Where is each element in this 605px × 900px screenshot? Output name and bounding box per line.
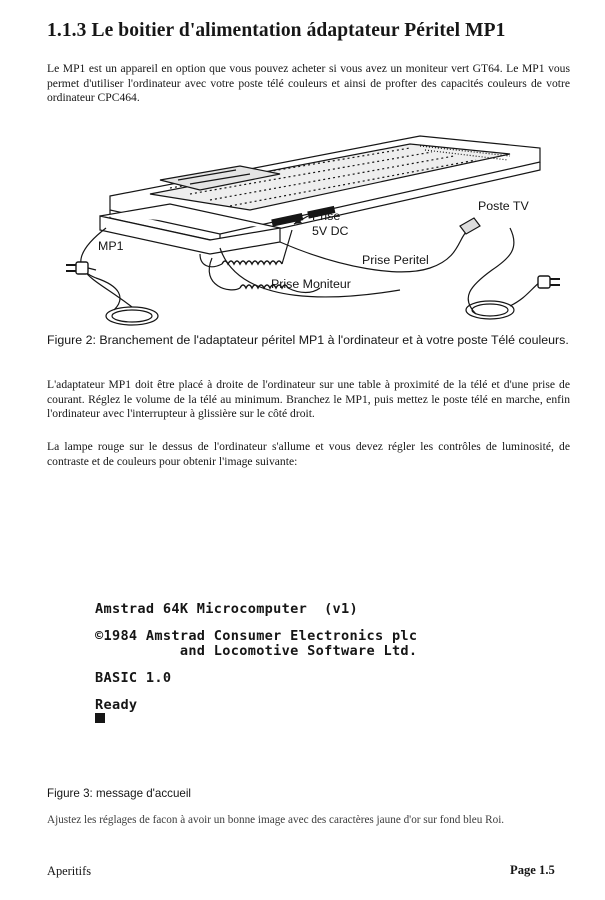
label-prise-peritel: Prise Peritel	[362, 253, 429, 267]
label-poste-tv: Poste TV	[478, 199, 529, 213]
adjust-paragraph: Ajustez les réglages de facon à avoir un bonne image avec des caractères jaune d'or sur fond bleu Roi.	[47, 814, 505, 826]
footer-page-number: Page 1.5	[510, 863, 555, 877]
mp1-connection-diagram	[40, 118, 570, 328]
welcome-screen	[95, 602, 565, 723]
section-heading: 1.1.3 Le boitier d'alimentation ádaptateur Péritel MP1	[47, 20, 506, 41]
label-prise-moniteur: Prise Moniteur	[271, 277, 351, 291]
screen-line-copyright-cont: and Locomotive Software Ltd.	[95, 642, 418, 659]
label-prise-5v-line1: Prise	[312, 209, 341, 223]
placement-paragraph: L'adaptateur MP1 doit être placé à droite de l'ordinateur sur une table à proximité de la télé et d'une prise de courant. Réglez le volume de la télé au minimum. Branchez le MP1, puis mettez le poste télé en marche, enfin l'ordinateur avec l'interrupteur à glissière sur le côté droit.	[47, 378, 570, 421]
screen-line-basic: BASIC 1.0	[95, 670, 172, 687]
screen-line-copyright: ©1984 Amstrad Consumer Electronics plc	[95, 628, 418, 645]
screen-line-model: Amstrad 64K Microcomputer (v1)	[95, 601, 359, 617]
footer-book-title: Aperitifs	[47, 864, 92, 878]
label-prise-5v-line2: 5V DC	[312, 224, 349, 238]
mains-plug-right	[538, 276, 560, 288]
screen-line-ready: Ready	[95, 696, 138, 713]
intro-paragraph: Le MP1 est un appareil en option que vous pouvez acheter si vous avez un moniteur vert GT64. Le MP1 vous permet d'utiliser l'ordinateur avec votre poste télé couleurs et ainsi de profter des capacités couleurs de votre ordinateur CPC464.	[47, 62, 570, 105]
figure-3-caption: Figure 3: message d'accueil	[47, 787, 191, 800]
figure-2-caption: Figure 2: Branchement de l'adaptateur péritel MP1 à l'ordinateur et à votre poste Télé couleurs.	[47, 333, 569, 347]
lamp-paragraph: La lampe rouge sur le dessus de l'ordinateur s'allume et vous devez régler les contrôles de luminosité, de contraste et de couleurs pour obtenir l'image suivante:	[47, 440, 570, 468]
mains-plug-left	[66, 262, 96, 274]
text-cursor	[95, 713, 105, 723]
label-mp1: MP1	[98, 239, 124, 253]
peritel-plug	[460, 218, 480, 234]
